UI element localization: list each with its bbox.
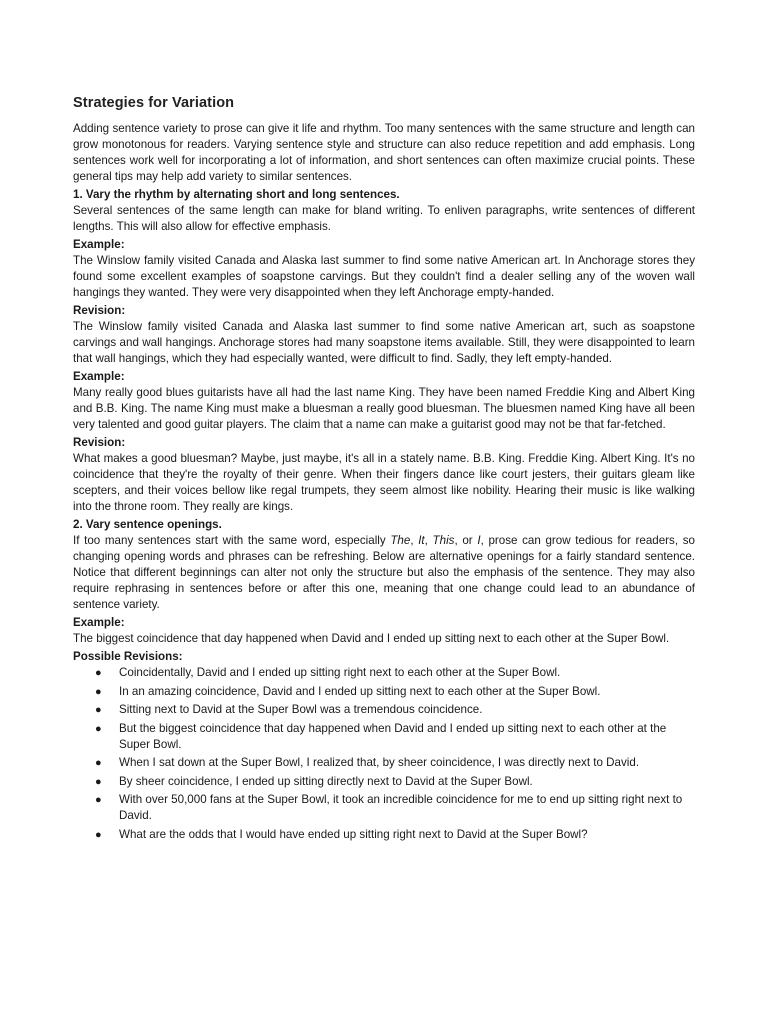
section-2-body [73,533,695,613]
bullet-icon: ● [95,722,102,735]
revision-label-2: Revision: [73,436,126,449]
revision-1-text: The Winslow family visited Canada and Alaska last summer to find some native American art, such as soapstone carvings and wall hangings. Anchorage stores had many soapstone items available. Still, they were disappointed to learn that wall hangings, which they had especially wanted, were difficult to find. Sadly, they left empty-handed. [73,320,695,365]
list-item-text: When I sat down at the Super Bowl, I realized that, by sheer coincidence, I was directly next to David. [119,756,640,769]
example-label-1: Example: [73,238,125,251]
list-item-text: What are the odds that I would have ended up sitting right next to David at the Super Bowl? [119,827,588,841]
section-2-heading: 2. Vary sentence openings. [73,518,222,531]
example-1-text: The Winslow family visited Canada and Alaska last summer to find some native American art. In Anchorage stores they found some excellent examples of soapstone carvings. But they couldn't find a dealer selling any of the woven wall hangings they wanted. They were very disappointed when they left Anchorage empty-handed. [73,254,695,299]
comma-1: , [410,534,419,547]
bullet-icon: ● [95,667,102,679]
page-title: Strategies for Variation [73,95,235,111]
intro-paragraph: Adding sentence variety to prose can give it life and rhythm. Too many sentences with the same structure and length can grow monotonous for readers. Varying sentence style and structure can also reduce repetition and add emphasis. Long sentences work well for incorporating a lot of information, and short sentences can often maximize crucial points. These general tips may help add variety to similar sentences. [73,122,695,183]
section-2-body-part2: , prose can grow tedious for readers, so changing opening words and phrases can be refreshing. Below are alternative openings for a fairly standard sentence. Notice that different beginnings can alter not only the structure but also the emphasis of the sentence. They may also require rephrasing in sentences before or after this one, meaning that one change could lead to an abundance of sentence variety. [73,534,695,611]
list-item-text: Sitting next to David at the Super Bowl was a tremendous coincidence. [119,703,483,716]
example-label-3: Example: [73,616,125,629]
list-item [73,721,695,753]
list-item [73,792,695,824]
section-1-body: Several sentences of the same length can make for bland writing. To enliven paragraphs, write sentences of different lengths. This will also allow for effective emphasis. [73,204,695,233]
list-item [73,774,695,790]
list-item-text: In an amazing coincidence, David and I ended up sitting next to each other at the Super Bowl. [119,684,601,698]
bullet-icon: ● [95,685,102,698]
list-item-text: Coincidentally, David and I ended up sitting right next to each other at the Super Bowl. [119,666,561,679]
example-3-text: The biggest coincidence that day happened when David and I ended up sitting next to each other at the Super Bowl. [73,632,670,645]
bullet-icon: ● [95,704,102,716]
revision-label-1: Revision: [73,304,126,317]
list-item [73,827,695,843]
word-it: It [418,534,425,547]
comma-3: , or [454,534,478,547]
word-i: I [477,534,481,547]
list-item [73,702,695,718]
possible-revisions-label: Possible Revisions: [73,650,183,663]
list-item-text: But the biggest coincidence that day happened when David and I ended up sitting next to each other at the Super Bowl. [119,721,667,751]
example-2-text: Many really good blues guitarists have all had the last name King. They have been named Freddie King and Albert King and B.B. King. The name King must make a bluesman a really good bluesman. The bluesmen named King have all been very talented and good guitar players. The claim that a name can make a guitarist good may not be that far-fetched. [73,386,695,431]
section-1-heading: 1. Vary the rhythm by alternating short and long sentences. [73,188,400,201]
revision-2-text: What makes a good bluesman? Maybe, just maybe, it's all in a stately name. B.B. King. Freddie King. Albert King. It's no coincidence that they're the royalty of their genre. When their fingers dance like court jesters, their guitars gleam like scepters, and their voices bellow like regal trumpets, they seem almost like nobility. Hearing their music is like walking into the throne room. They really are kings. [73,452,695,513]
section-2-body-part1: If too many sentences start with the same word, especially [73,534,391,547]
list-item [73,755,695,771]
bullet-icon: ● [95,757,102,769]
list-item [73,665,695,681]
list-item [73,684,695,700]
bullet-icon: ● [95,794,102,806]
list-item-text: By sheer coincidence, I ended up sitting directly next to David at the Super Bowl. [119,774,533,788]
comma-2: , [424,534,433,547]
word-the: The [390,534,411,547]
revisions-list [73,665,695,843]
bullet-icon: ● [95,828,102,841]
list-item-text: With over 50,000 fans at the Super Bowl, it took an incredible coincidence for me to end up sitting right next to David. [119,793,683,822]
example-label-2: Example: [73,370,125,383]
bullet-icon: ● [95,775,102,788]
word-this: This [432,534,455,547]
